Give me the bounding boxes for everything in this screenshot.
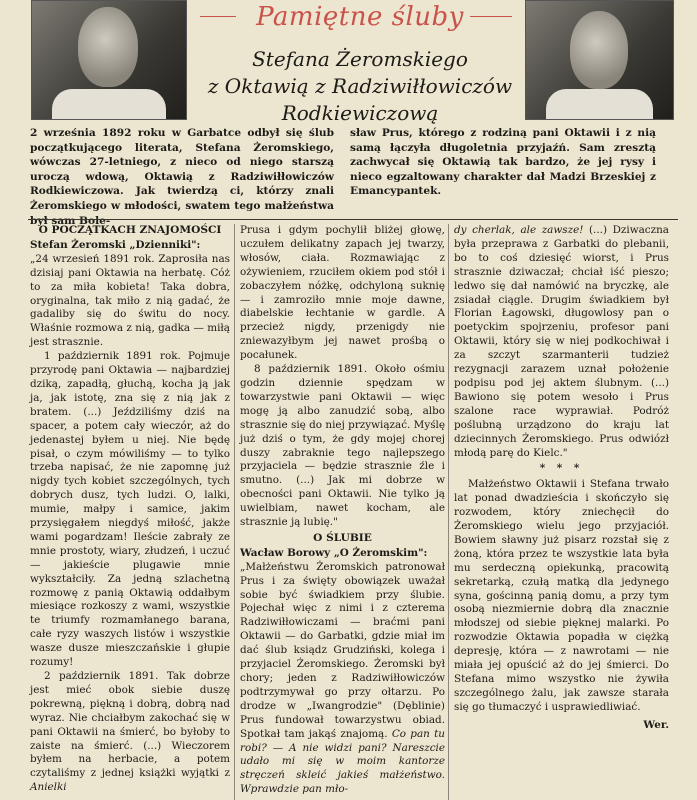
author-signature: Wer. (643, 718, 669, 731)
section-heading-wedding: O ŚLUBIE (313, 531, 372, 544)
title-line: z Oktawią z Radziwiłłowiczów (207, 74, 513, 98)
diary-entry: 1 październik 1891 rok. Pojmuje przyrodę pani Oktawia — najbardziej dziką, zapadłą, głuchą, kocha ją jak ja, jak istotę, zna się z nią jak z bratem. (...) Jeździliśmy dziś na spacer, a potem cały wieczór, aż do jedenastej byłem u niej. Nie będę pisał, o czym mówiliśmy — to tylko trzeba napisać, że nie zapomnę już nigdy tych kobiet szczególnych, tych dobrych dusz, tych ludzi. O, lalki, mumie, małpy i samice, jakim przysięgałem niegdyś miłość, jakże wami pogardzam! Ileście zabrały ze mnie prostoty, wiary, złudzeń, i uczuć — jakieście plugawie mnie wykształciły. Za jedną szlachetną rozmowę z panią Oktawią oddałbym miesiące rozkoszy z wami, wszystkie te triumfy rozmamłanego barana, całe ryzy waszych listów i wszystkie wasze dusze mieszczańskie i głupie rozumy! (30, 350, 230, 669)
title-line: Rodkiewiczową (281, 101, 439, 125)
source-attribution (30, 239, 230, 253)
source-label: Stefan Żeromski „Dzienniki": (30, 238, 201, 251)
section-divider (28, 219, 678, 220)
lead-paragraph-part1: 2 września 1892 roku w Garbatce odbył się ślub początkującego literata, Stefana Żeromskiego, wówczas 27-letniego, z nieco od niego starszą uroczą wdową, Oktawią z Radziwiłłowiczów Rodkiewiczowa. Jak twierdzą ci, którzy znali Żeromskiego w młodości, swatem tego małżeństwa był sam Bole- (30, 127, 334, 227)
text-column-2 (240, 224, 445, 797)
lead-paragraph-part2: sław Prus, którego z rodziną pani Oktawii i z nią samą łączyła długoletnia przyjaźń. Sam zresztą zachwycał się Oktawią tak bardzo, że jej rysy i nieco egzaltowany charakter dał Madzi Brzeskiej z Emancypantek. (350, 127, 656, 198)
quote-paragraph (240, 561, 445, 797)
diary-entry-text: 2 październik 1891. Tak dobrze jest mieć obok siebie duszę pokrewną, piękną i dobrą, dobrą nad wyraz. Nie chciałbym zakochać się w pani Oktawii na śmierć, bo byłoby to zaiste na śmierć. (...) Wieczorem byłem na herbacie, a potem czytaliśmy z jednej książki wyjątki z (30, 670, 230, 780)
source-label: Wacław Borowy „O Żeromskim": (240, 546, 428, 559)
article-title (190, 46, 530, 127)
portrait-collar (546, 89, 653, 119)
title-line: Stefana Żeromskiego (252, 47, 468, 71)
section-heading-acquaintance: O POCZĄTKACH ZNAJOMOŚCI (38, 224, 222, 236)
closing-paragraph: Małżeństwo Oktawii i Stefana trwało lat ponad dwadzieścia i skończyło się rozwodem, który zniechęcił do Żeromskiego wielu jego przyjaciół. Bowiem sławny już pisarz rozstał się z żoną, która przez te wszystkie lata była mu serdeczną opiekunką, pracowitą sekretarką, czułą matką dla jedynego syna, gościnną panią domu, a przy tym osobą niezmiernie dobrą dla znacznie młodszej od siebie pięknej malarki. Po rozwodzie Oktawia popadła w ciężką depresję, która — z nawrotami — nie miała jej opuścić aż do jej śmierci. Do Stefana mimo wszystko nie żywiła szczególnego żalu, jak zawsze starała się go tłumaczyć i usprawiedliwiać. (454, 478, 669, 713)
portrait-collar (52, 89, 166, 119)
column-divider (234, 224, 235, 800)
column-divider (448, 224, 449, 800)
portrait-face (78, 7, 138, 87)
quote-italic: dy cherlak, ale zawsze! (454, 224, 584, 236)
portrait-photo-oktawia (525, 0, 674, 120)
diary-entry (30, 670, 230, 795)
section-separator-stars: * * * (539, 462, 584, 475)
diary-entry: 8 październik 1891. Około ośmiu godzin dziennie spędzam w towarzystwie pani Oktawii — więc mogę ją albo zanudzić sobą, albo strasznie się do niej przywiązać. Myślę już dziś o tym, że gdy mojej chorej duszy zabraknie tego najlepszego przyjaciela — będzie strasznie źle i smutno. (...) Jak mi dobrze w obecności pani Oktawii. Nie tylko ją uwielbiam, nawet kocham, ale strasznie ją lubię." (240, 363, 445, 529)
text-column-3 (454, 224, 669, 733)
diary-entry: Prusa i gdym pochylił bliżej głowę, uczułem delikatny zapach jej twarzy, włosów, ciała. Rozmawiając z ożywieniem, rzuciłem okiem pod stół i zobaczyłem nóżkę, odchyloną suknię — i zamroziło mnie moje dawne, diabelskie łechtanie w gardle. A przecież nigdy, przenigdy nie zniewazyłbym jej nawet prośbą o pocałunek. (240, 224, 445, 362)
diary-entry: „24 wrzesień 1891 rok. Zaprosiła nas dzisiaj pani Oktawia na herbatę. Cóż to za miła kobieta! Taka dobra, oryginalna, tak miło z nią gadać, że gadaliby się do świtu do nocy. Właśnie rozmowa z nią, gadka — miłą jest strasznie. (30, 252, 230, 349)
quote-text: „Małżeństwu Żeromskich patronował Prus i za święty obowiązek uważał sobie być świadkiem przy ślubie. Pojechał więc z nimi i z czterema Radziwiłłowiczami — braćmi pani Oktawii — do Garbatki, gdzie miał im dać ślub ksiądz Grudziński, kolega i przyjaciel Żeromskiego. Żeromski był chory; jeden z Radziwiłłowiczów podtrzymywał go przy ołtarzu. Po drodze w „Iwangrodzie" (Dęblinie) Prus fundował towarzystwu obiad. Spotkał tam jakąś znajomą. (240, 560, 445, 740)
quote-text: (...) Dziwaczna była przeprawa z Garbatki do plebanii, bo to coś dziesięć wiorst, i Prus strasznie dziwaczał; chciał iść pieszo; ledwo się dał namówić na bryczkę, ale zsiadał ciągle. Drugim świadkiem był Florian Łagowski, długowlosy pan o poetyckim spojrzeniu, profesor pani Oktawii, który się w niej podkochiwał i za szczyt szarmanterii tudzież rezygnacji zarazem uznał położenie podpisu pod jej aktem ślubnym. (...) Bawiono się potem wesoło i Prus szalone race wyprawiał. Podróż poślubną urządzono do kraju lat dziecinnych Żeromskiego. Prus odwiózł młodą parę do Kielc." (454, 224, 669, 459)
portrait-face (570, 11, 628, 89)
portrait-photo-zeromski (31, 0, 187, 120)
text-column-1 (30, 224, 230, 795)
quote-paragraph (454, 224, 669, 460)
quote-italic: Co pan tu robi? — A nie widzi pani? Nareszcie udało mi się w moim kantorze stręczeń skleić jakieś małżeństwo. Wprawdzie pan mło- (240, 727, 445, 796)
script-heading: Pamiętne śluby (256, 2, 464, 32)
source-attribution (240, 547, 445, 561)
book-title: Anielki (30, 781, 67, 794)
